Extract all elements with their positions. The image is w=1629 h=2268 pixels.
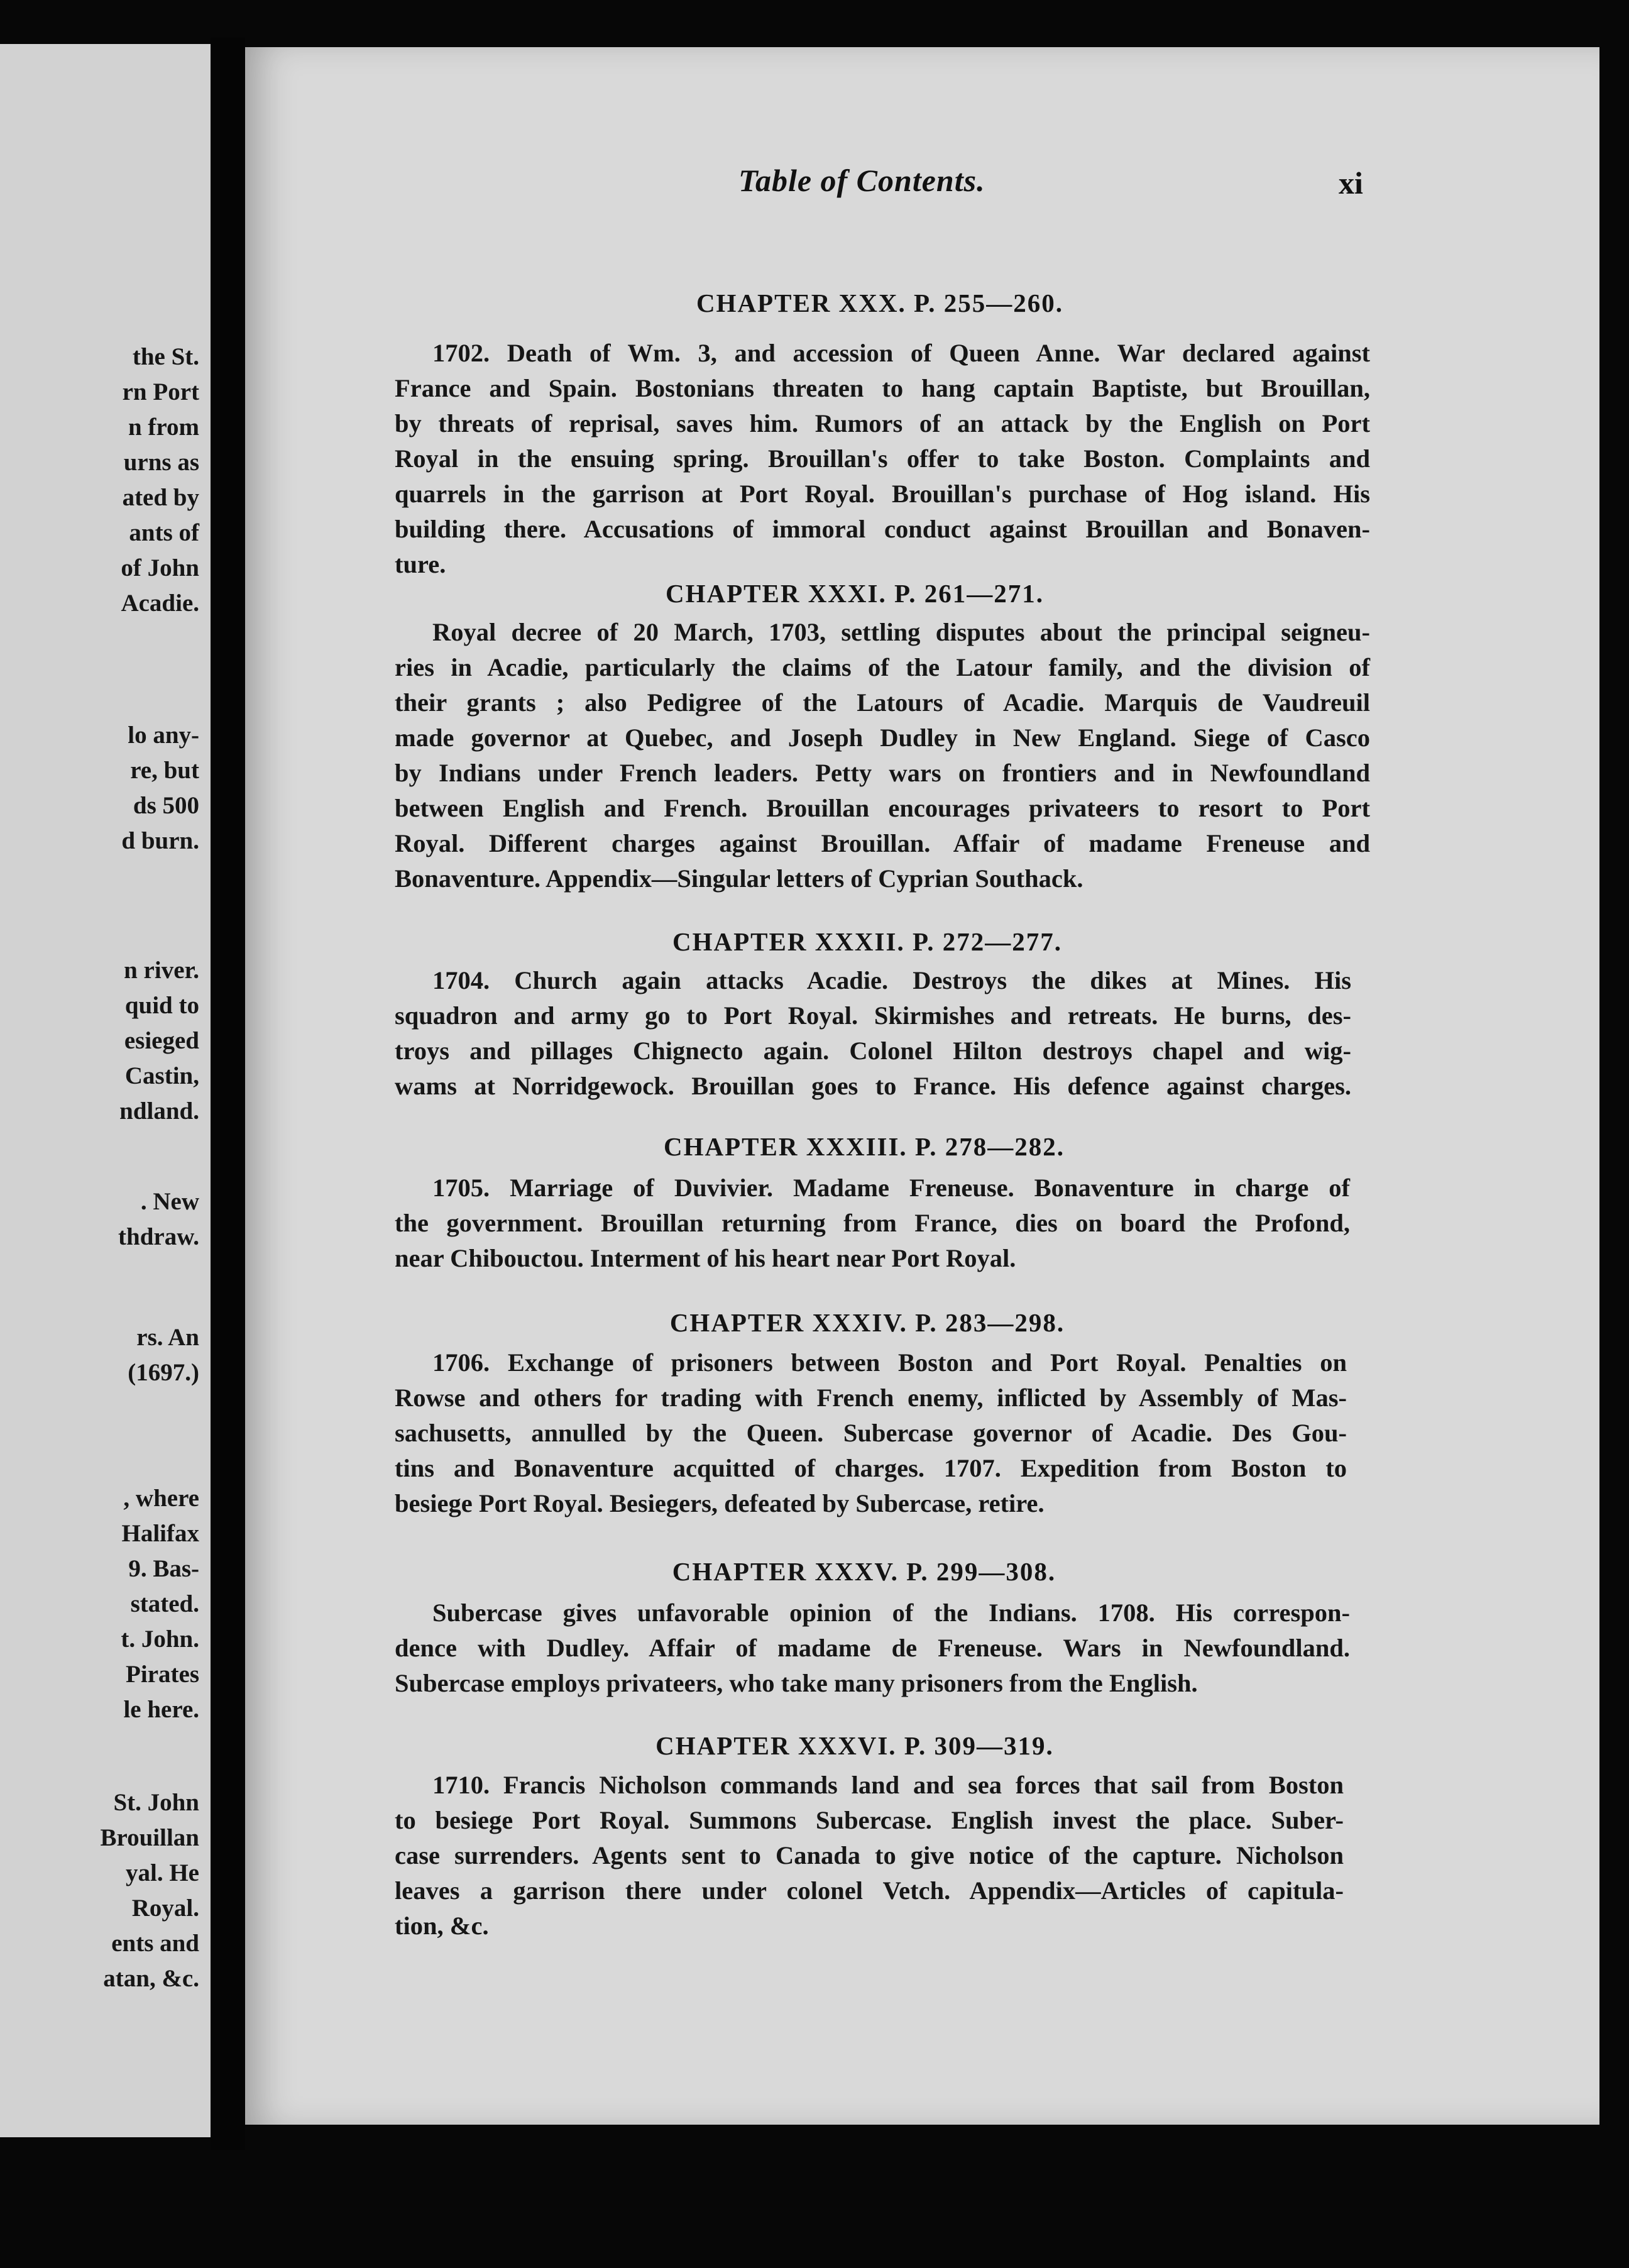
left-page-line: ds 500 xyxy=(133,792,199,819)
left-page-line: Pirates xyxy=(126,1661,199,1688)
chapter-summary xyxy=(395,1595,1350,1701)
left-page-line: esieged xyxy=(124,1027,199,1054)
summary-line: between English and French. Brouillan encourages privateers to resort to Port xyxy=(395,794,1370,822)
summary-line: Royal decree of 20 March, 1703, settling disputes about the principal seigneu- xyxy=(432,618,1370,646)
left-page-line: 9. Bas- xyxy=(128,1555,199,1582)
summary-line: near Chibouctou. Interment of his heart near Port Royal. xyxy=(395,1244,1016,1272)
summary-line: besiege Port Royal. Besiegers, defeated by Subercase, retire. xyxy=(395,1489,1045,1517)
left-page-line: rn Port xyxy=(122,378,199,405)
summary-line: squadron and army go to Port Royal. Skirmishes and retreats. He burns, des- xyxy=(395,1001,1351,1030)
chapter-summary xyxy=(395,1170,1350,1276)
summary-line: by Indians under French leaders. Petty wars on frontiers and in Newfoundland xyxy=(395,759,1370,787)
left-page-line: urns as xyxy=(123,449,199,476)
running-head: Table of Contents. xyxy=(738,163,985,198)
left-page-line: Acadie. xyxy=(121,590,199,617)
summary-line: wams at Norridgewock. Brouillan goes to France. His defence against charges. xyxy=(395,1072,1351,1100)
left-page-line: lo any- xyxy=(128,722,199,749)
left-page-line: rs. An xyxy=(136,1324,199,1351)
summary-line: Subercase employs privateers, who take many prisoners from the English. xyxy=(395,1669,1198,1697)
summary-line: leaves a garrison there under colonel Vetch. Appendix—Articles of capitula- xyxy=(395,1876,1344,1905)
page-number: xi xyxy=(1339,165,1363,201)
summary-line: ture. xyxy=(395,550,446,578)
left-page-line: n river. xyxy=(124,957,199,984)
summary-line: to besiege Port Royal. Summons Subercase. English invest the place. Suber- xyxy=(395,1806,1344,1834)
summary-line: ries in Acadie, particularly the claims of the Latour family, and the division of xyxy=(395,653,1370,681)
summary-line: dence with Dudley. Affair of madame de Freneuse. Wars in Newfoundland. xyxy=(395,1634,1350,1662)
previous-page-fragment xyxy=(0,44,211,2137)
chapter-summary xyxy=(395,615,1370,896)
left-page-line: Brouillan xyxy=(100,1824,199,1851)
summary-line: 1706. Exchange of prisoners between Boston and Port Royal. Penalties on xyxy=(432,1348,1347,1377)
left-page-line: Castin, xyxy=(124,1062,199,1089)
left-page-line: of John xyxy=(121,554,199,581)
left-page-line: stated. xyxy=(130,1590,199,1617)
summary-line: France and Spain. Bostonians threaten to hang captain Baptiste, but Brouillan, xyxy=(395,374,1370,402)
chapter-summary xyxy=(395,1768,1344,1944)
summary-line: tion, &c. xyxy=(395,1912,489,1940)
summary-line: their grants ; also Pedigree of the Latours of Acadie. Marquis de Vaudreuil xyxy=(395,688,1370,717)
left-page-line: thdraw. xyxy=(118,1223,199,1250)
left-page-line: le here. xyxy=(123,1696,199,1723)
left-page-line: t. John. xyxy=(121,1626,199,1653)
left-page-line: (1697.) xyxy=(128,1359,199,1386)
summary-line: by threats of reprisal, saves him. Rumors of an attack by the English on Port xyxy=(395,409,1370,438)
summary-line: made governor at Quebec, and Joseph Dudley in New England. Siege of Casco xyxy=(395,724,1370,752)
summary-line: sachusetts, annulled by the Queen. Subercase governor of Acadie. Des Gou- xyxy=(395,1419,1347,1447)
left-page-line: , where xyxy=(123,1485,199,1512)
summary-line: troys and pillages Chignecto again. Colonel Hilton destroys chapel and wig- xyxy=(395,1037,1351,1065)
left-page-line: n from xyxy=(128,414,199,441)
summary-line: the government. Brouillan returning from France, dies on board the Profond, xyxy=(395,1209,1350,1237)
left-page-line: ants of xyxy=(129,519,199,546)
left-page-line: ndland. xyxy=(119,1098,199,1125)
left-page-line: St. John xyxy=(113,1789,199,1816)
left-page-line: ents and xyxy=(111,1930,199,1957)
summary-line: Rowse and others for trading with French enemy, inflicted by Assembly of Mas- xyxy=(395,1384,1347,1412)
summary-line: Bonaventure. Appendix—Singular letters of Cyprian Southack. xyxy=(395,864,1083,893)
summary-line: Subercase gives unfavorable opinion of the Indians. 1708. His correspon- xyxy=(432,1599,1350,1627)
left-page-line: quid to xyxy=(124,992,199,1019)
summary-line: tins and Bonaventure acquitted of charges. 1707. Expedition from Boston to xyxy=(395,1454,1347,1482)
left-page-line: atan, &c. xyxy=(103,1965,199,1992)
left-page-line: . New xyxy=(140,1188,199,1215)
summary-line: Royal in the ensuing spring. Brouillan's offer to take Boston. Complaints and xyxy=(395,444,1370,473)
left-page-line: ated by xyxy=(122,484,199,511)
summary-line: case surrenders. Agents sent to Canada to give notice of the capture. Nicholson xyxy=(395,1841,1344,1869)
summary-line: building there. Accusations of immoral conduct against Brouillan and Bonaven- xyxy=(395,515,1370,543)
chapter-summary xyxy=(395,1345,1347,1521)
left-page-line: yal. He xyxy=(126,1859,199,1886)
left-page-line: Royal. xyxy=(131,1895,199,1922)
left-page-line: Halifax xyxy=(121,1520,199,1547)
summary-line: 1705. Marriage of Duvivier. Madame Freneuse. Bonaventure in charge of xyxy=(432,1174,1350,1202)
chapter-summary xyxy=(395,336,1370,582)
chapter-summary xyxy=(395,963,1351,1104)
summary-line: 1710. Francis Nicholson commands land and sea forces that sail from Boston xyxy=(432,1771,1344,1799)
summary-line: 1704. Church again attacks Acadie. Destroys the dikes at Mines. His xyxy=(432,966,1351,994)
summary-line: quarrels in the garrison at Port Royal. Brouillan's purchase of Hog island. His xyxy=(395,480,1370,508)
left-page-line: re, but xyxy=(130,757,199,784)
left-page-line: d burn. xyxy=(121,827,199,854)
left-page-line: the St. xyxy=(132,343,199,370)
summary-line: Royal. Different charges against Brouillan. Affair of madame Freneuse and xyxy=(395,829,1370,857)
book-gutter xyxy=(211,38,245,2150)
summary-line: 1702. Death of Wm. 3, and accession of Queen Anne. War declared against xyxy=(432,339,1370,367)
